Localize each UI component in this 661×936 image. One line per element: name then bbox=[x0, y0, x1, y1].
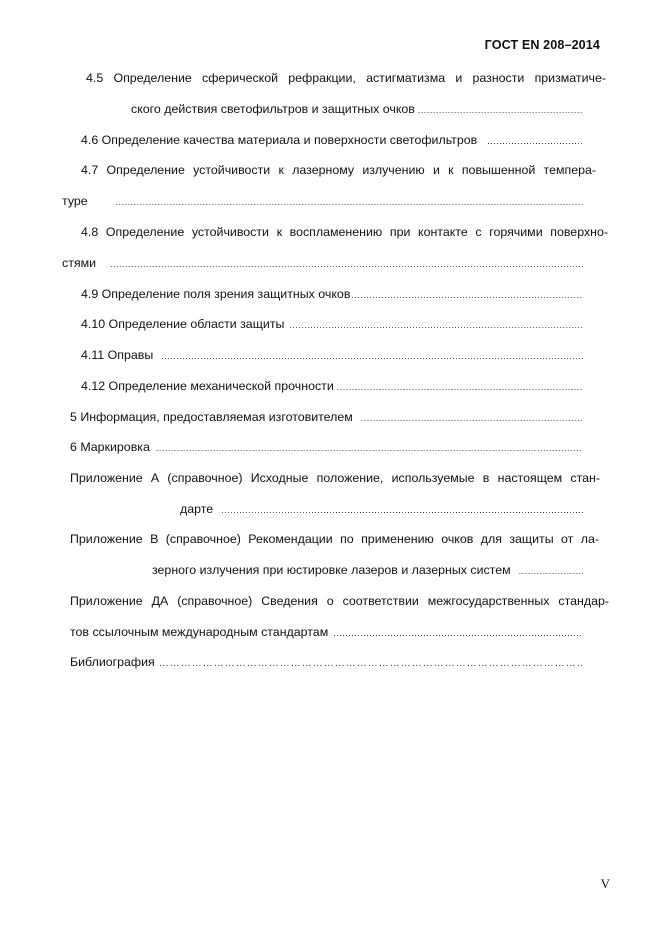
toc-annex-da-line2[interactable] bbox=[70, 624, 583, 640]
leader-dots bbox=[289, 317, 583, 332]
toc-item-label: туре bbox=[62, 194, 88, 208]
toc-item-4-9[interactable] bbox=[81, 286, 583, 302]
toc-annex-a-line2[interactable] bbox=[180, 501, 583, 517]
toc-item-label: 5 Информация, предоставляемая изготовителем bbox=[70, 410, 353, 424]
toc-item-6[interactable] bbox=[70, 439, 583, 455]
leader-dots bbox=[361, 410, 583, 425]
leader-dots bbox=[161, 348, 583, 363]
toc-item-4-12[interactable] bbox=[81, 378, 583, 394]
toc-item-label: 4.6 Определение качества материала и поверхности светофильтров bbox=[81, 133, 478, 147]
leader-dots bbox=[337, 379, 583, 394]
leader-dots bbox=[159, 656, 583, 670]
toc-item-label: дарте bbox=[180, 502, 214, 516]
toc-annex-b-line1: Приложение В (справочное) Рекомендации по применению очков для защиты от ла- bbox=[70, 532, 599, 546]
toc-annex-da-line1: Приложение ДА (справочное) Сведения о соответствии межгосударственных стандар- bbox=[70, 594, 609, 608]
toc-item-label: Библиография bbox=[70, 655, 155, 669]
toc-item-label: 4.12 Определение механической прочности bbox=[81, 379, 334, 393]
toc-item-label: 4.11 Оправы bbox=[81, 348, 154, 362]
toc-item-label: стями bbox=[62, 256, 97, 270]
document-code: ГОСТ EN 208–2014 bbox=[484, 38, 600, 52]
toc-item-4-6[interactable] bbox=[81, 132, 583, 148]
leader-dots bbox=[333, 625, 583, 640]
toc-item-label: 4.10 Определение области защиты bbox=[81, 317, 285, 331]
toc-item-4-7-line1: 4.7 Определение устойчивости к лазерному излучению и к повышенной темпера- bbox=[81, 163, 596, 177]
toc-item-4-5-line2[interactable] bbox=[131, 101, 583, 117]
toc-item-4-8-line1: 4.8 Определение устойчивости к воспламенению при контакте с горячими поверхно- bbox=[81, 225, 608, 239]
toc-item-label: зерного излучения при юстировке лазеров и лазерных систем bbox=[152, 563, 511, 577]
toc-item-4-7-line2[interactable] bbox=[62, 193, 583, 209]
toc-item-4-10[interactable] bbox=[81, 316, 583, 332]
leader-dots bbox=[519, 563, 583, 578]
page-number: V bbox=[600, 876, 610, 891]
leader-dots bbox=[487, 133, 583, 148]
leader-dots bbox=[418, 102, 583, 117]
toc-item-5[interactable] bbox=[70, 409, 583, 425]
leader-dots bbox=[110, 256, 583, 271]
leader-dots bbox=[116, 194, 583, 209]
toc-item-4-11[interactable] bbox=[81, 347, 583, 363]
toc-annex-b-line2[interactable] bbox=[152, 562, 583, 578]
toc-item-label: тов ссылочным международным стандартам bbox=[70, 625, 329, 639]
leader-dots bbox=[156, 440, 583, 455]
toc-annex-a-line1: Приложение А (справочное) Исходные положение, используемые в настоящем стан- bbox=[70, 471, 600, 485]
toc-item-label: ского действия светофильтров и защитных очков bbox=[131, 102, 415, 116]
leader-dots bbox=[351, 287, 583, 302]
toc-item-4-8-line2[interactable] bbox=[62, 255, 583, 271]
toc-item-label: 6 Маркировка bbox=[70, 440, 150, 454]
leader-dots bbox=[221, 502, 583, 517]
toc-item-label: 4.9 Определение поля зрения защитных очков bbox=[81, 287, 351, 301]
toc-bibliography[interactable] bbox=[70, 654, 583, 670]
toc-item-4-5-line1: 4.5 Определение сферической рефракции, астигматизма и разности призматиче- bbox=[86, 71, 606, 85]
